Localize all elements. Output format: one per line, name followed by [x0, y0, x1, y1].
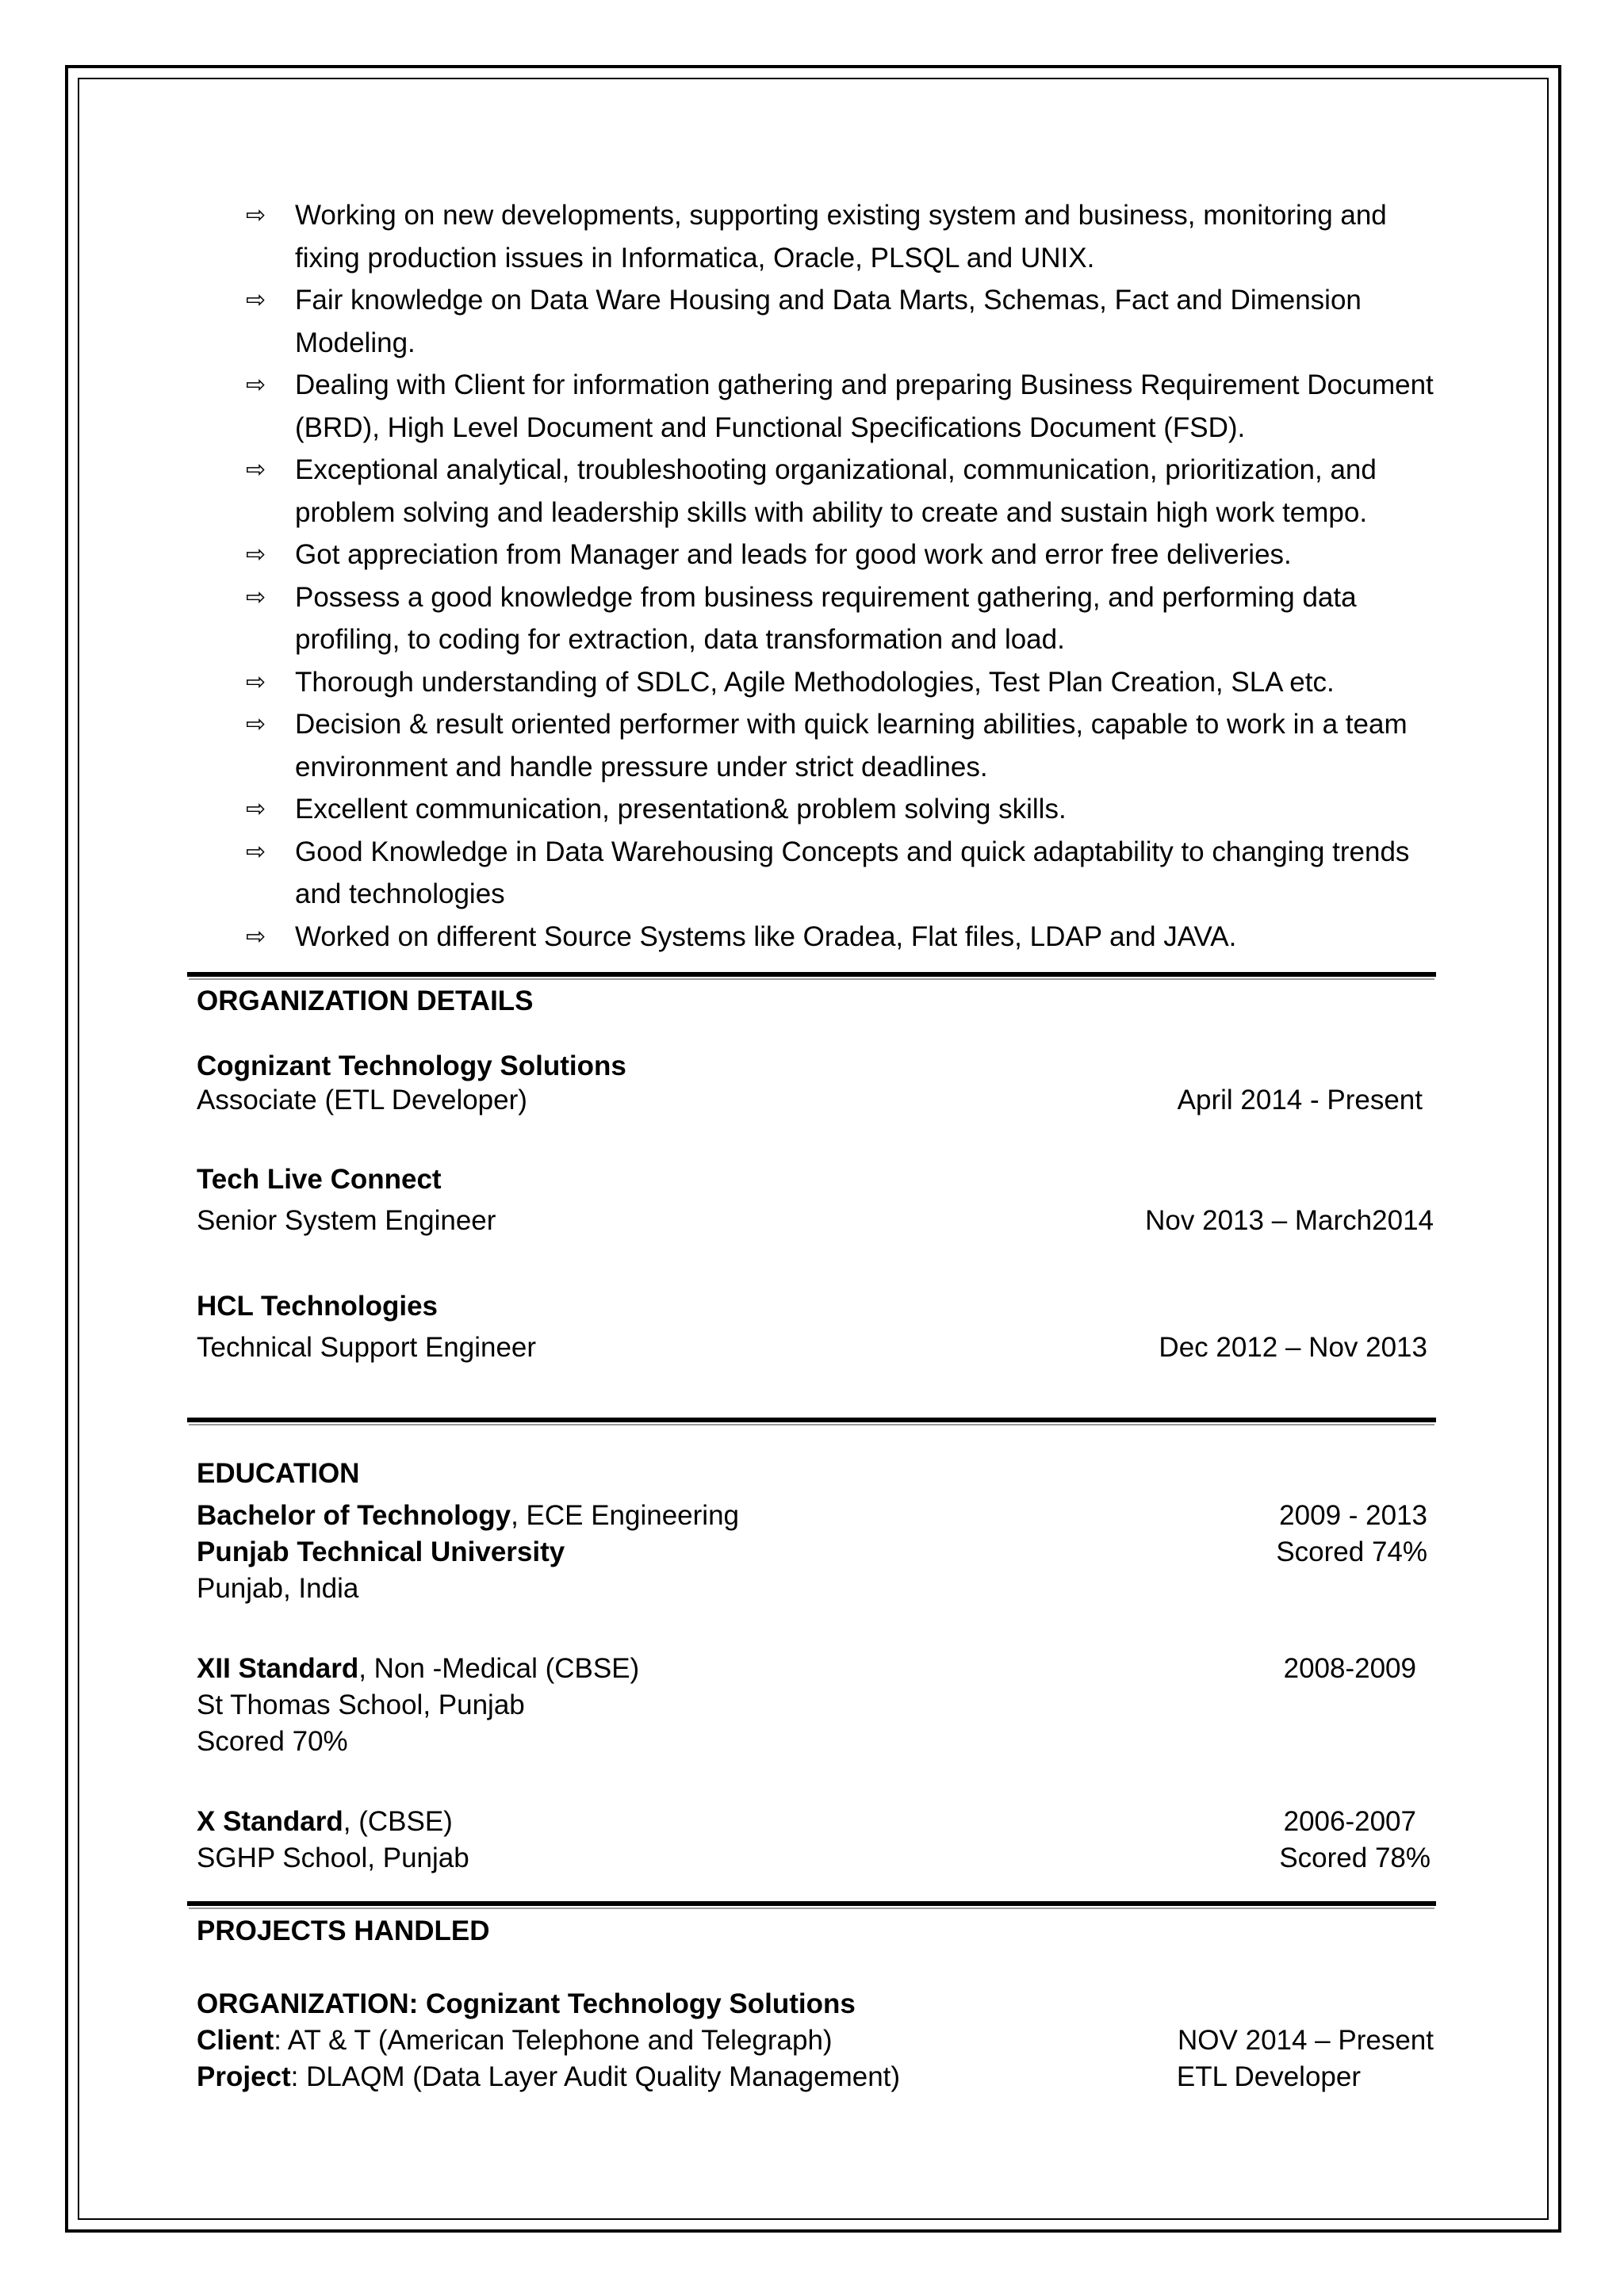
project-value: : DLAQM (Data Layer Audit Quality Management) — [290, 2061, 901, 2092]
list-item: ⇨ Thorough understanding of SDLC, Agile Methodologies, Test Plan Creation, SLA etc. — [246, 661, 1435, 704]
client-label: Client — [197, 2025, 274, 2056]
xii-title: XII Standard — [197, 1653, 359, 1684]
section-divider — [187, 1901, 1436, 1906]
university-name: Punjab Technical University — [197, 1536, 565, 1567]
job-role: Technical Support Engineer — [197, 1332, 537, 1363]
xii-detail: , Non -Medical (CBSE) — [358, 1653, 640, 1684]
degree-score: Scored 74% — [1276, 1536, 1427, 1567]
education-university-row — [197, 1534, 1434, 1571]
list-item: ⇨ Possess a good knowledge from business requirement gathering, and performing data profiling, to coding for extraction, data transformation and load. — [246, 576, 1435, 661]
x-score: Scored 78% — [1279, 1843, 1431, 1873]
job-row — [197, 1203, 1434, 1239]
list-item: ⇨ Got appreciation from Manager and leads for good work and error free deliveries. — [246, 534, 1435, 576]
job-row — [197, 1082, 1434, 1119]
xii-score: Scored 70% — [197, 1726, 348, 1757]
xii-dates: 2008-2009 — [1283, 1653, 1416, 1684]
job-company: Cognizant Technology Solutions — [197, 1050, 626, 1081]
job-company: Tech Live Connect — [197, 1164, 442, 1195]
summary-bullet-list — [246, 194, 1435, 958]
arrow-right-icon: ⇨ — [246, 372, 266, 398]
job-company: HCL Technologies — [197, 1291, 439, 1322]
education-x-school-row — [197, 1840, 1434, 1877]
arrow-right-icon: ⇨ — [246, 838, 266, 865]
arrow-right-icon: ⇨ — [246, 796, 266, 822]
list-item: ⇨ Working on new developments, supporting existing system and business, monitoring and fixing production issues in Informatica, Oracle, PLSQL and UNIX. — [246, 194, 1435, 279]
education-heading: EDUCATION — [197, 1458, 360, 1489]
list-item: ⇨ Good Knowledge in Data Warehousing Concepts and quick adaptability to changing trends and technologies — [246, 831, 1435, 916]
education-x-row — [197, 1804, 1434, 1840]
job-dates: April 2014 - Present — [1177, 1085, 1423, 1115]
arrow-right-icon: ⇨ — [246, 668, 266, 695]
list-item: ⇨ Exceptional analytical, troubleshooting organizational, communication, prioritization, and problem solving and leadership skills with ability to create and sustain high work tempo. — [246, 449, 1435, 534]
x-title: X Standard — [197, 1806, 343, 1837]
organization-heading: ORGANIZATION DETAILS — [197, 985, 534, 1016]
project-label: Project — [197, 2061, 291, 2092]
arrow-right-icon: ⇨ — [246, 923, 266, 950]
project-role: ETL Developer — [1176, 2061, 1361, 2092]
project-name-row — [197, 2059, 1434, 2095]
section-divider — [187, 972, 1436, 977]
projects-heading: PROJECTS HANDLED — [197, 1915, 490, 1946]
arrow-right-icon: ⇨ — [246, 202, 266, 228]
university-location: Punjab, India — [197, 1573, 359, 1604]
x-detail: , (CBSE) — [343, 1806, 453, 1837]
arrow-right-icon: ⇨ — [246, 287, 266, 313]
list-item: ⇨ Dealing with Client for information gathering and preparing Business Requirement Document (BRD), High Level Document and Functional Specifications Document (FSD). — [246, 364, 1435, 449]
degree-title: Bachelor of Technology — [197, 1500, 511, 1531]
job-role: Senior System Engineer — [197, 1205, 496, 1236]
client-dates: NOV 2014 – Present — [1178, 2025, 1434, 2056]
job-dates: Nov 2013 – March2014 — [1145, 1205, 1434, 1236]
list-item: ⇨ Fair knowledge on Data Ware Housing and Data Marts, Schemas, Fact and Dimension Modeling. — [246, 279, 1435, 364]
job-dates: Dec 2012 – Nov 2013 — [1159, 1332, 1427, 1363]
education-xii-row — [197, 1651, 1434, 1687]
arrow-right-icon: ⇨ — [246, 584, 266, 610]
x-school: SGHP School, Punjab — [197, 1843, 469, 1873]
list-item: ⇨ Excellent communication, presentation& problem solving skills. — [246, 788, 1435, 831]
client-value: : AT & T (American Telephone and Telegraph) — [274, 2025, 833, 2056]
list-item: ⇨ Worked on different Source Systems like Oradea, Flat files, LDAP and JAVA. — [246, 916, 1435, 959]
job-role: Associate (ETL Developer) — [197, 1085, 527, 1115]
degree-dates: 2009 - 2013 — [1279, 1500, 1427, 1531]
arrow-right-icon: ⇨ — [246, 457, 266, 483]
degree-detail: , ECE Engineering — [511, 1500, 740, 1531]
xii-school: St Thomas School, Punjab — [197, 1689, 525, 1720]
arrow-right-icon: ⇨ — [246, 711, 266, 737]
list-item: ⇨ Decision & result oriented performer with quick learning abilities, capable to work in a team environment and handle pressure under strict deadlines. — [246, 703, 1435, 788]
section-divider — [187, 1418, 1436, 1422]
x-dates: 2006-2007 — [1283, 1806, 1416, 1837]
project-client-row — [197, 2022, 1434, 2059]
project-organization: ORGANIZATION: Cognizant Technology Solutions — [197, 1988, 856, 2019]
job-row — [197, 1330, 1434, 1366]
education-degree-row — [197, 1498, 1434, 1534]
arrow-right-icon: ⇨ — [246, 541, 266, 568]
